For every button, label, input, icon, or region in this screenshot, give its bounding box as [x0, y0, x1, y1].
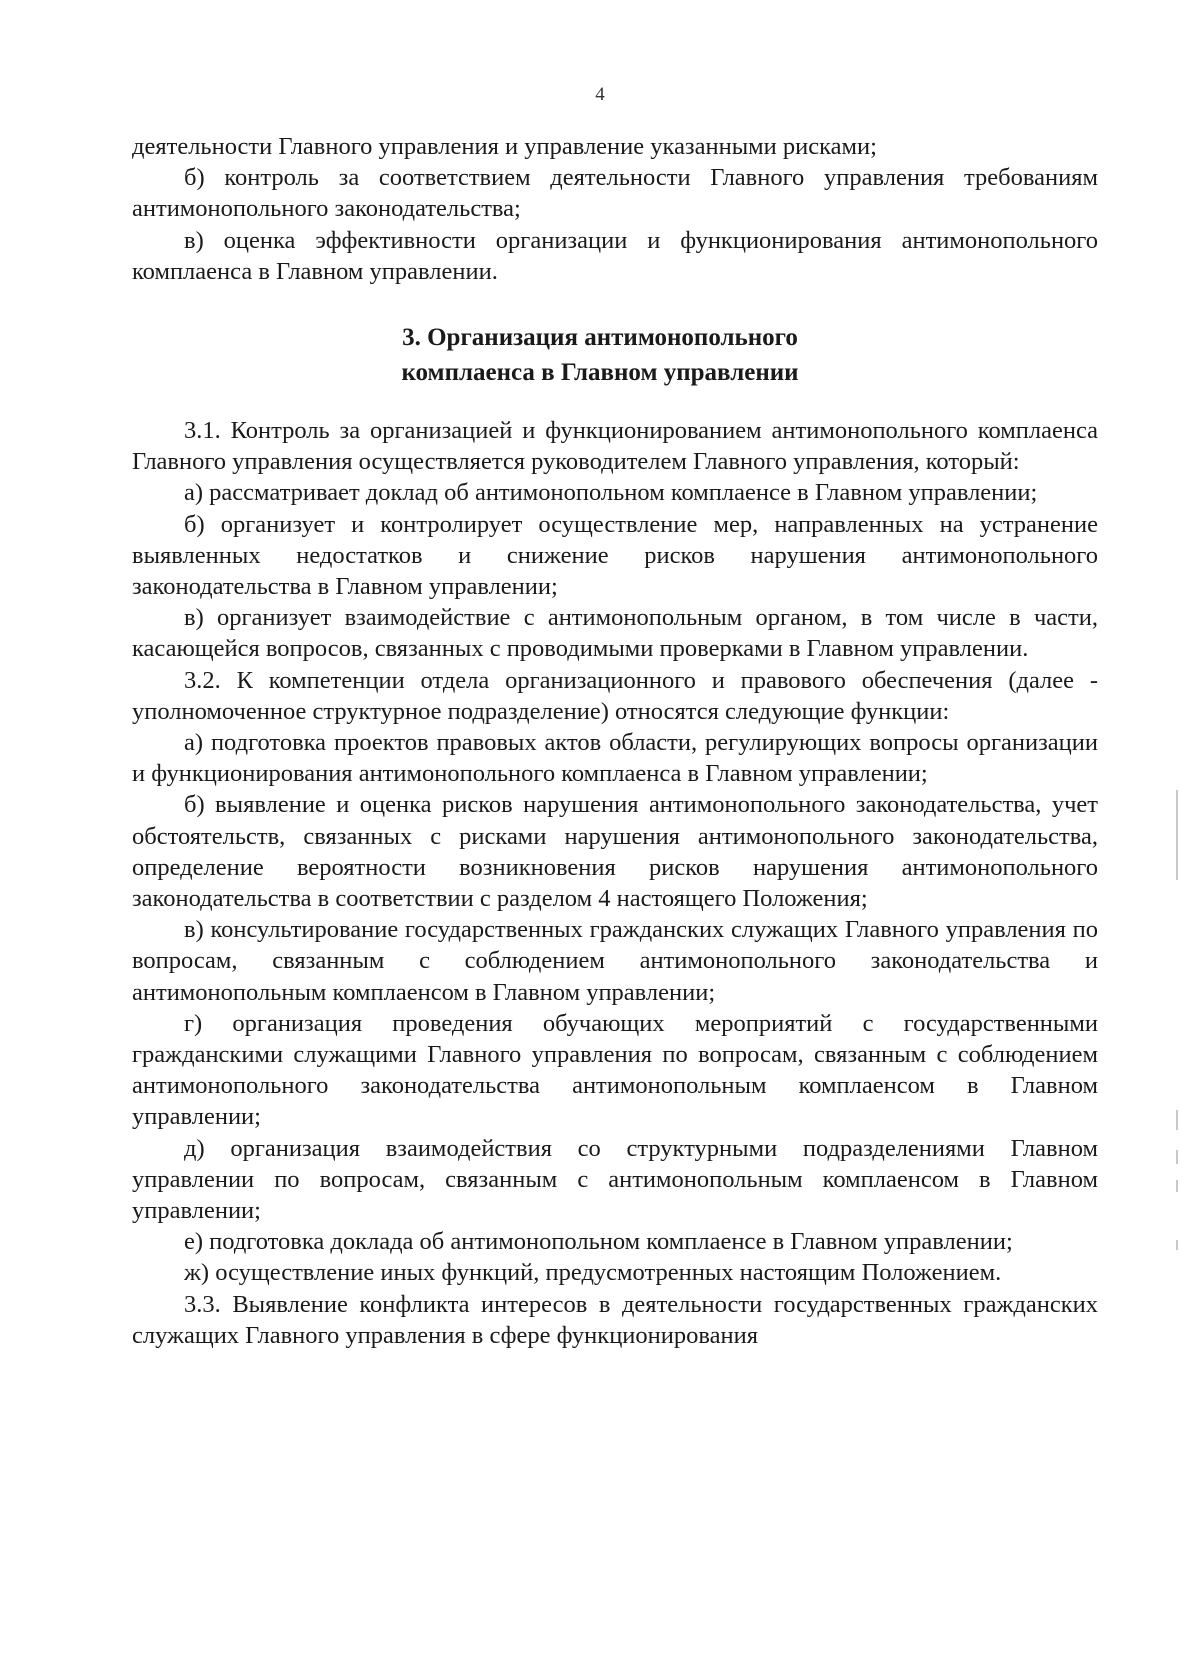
- paragraph: 3.3. Выявление конфликта интересов в деятельности государственных гражданских служащих Главного управления в сфере функционирования: [132, 1290, 1098, 1349]
- scan-artifact: [1176, 1180, 1178, 1192]
- section-title-line: 3. Организация антимонопольного: [402, 324, 798, 351]
- section-heading: [0, 320, 1200, 390]
- intro-text: [132, 131, 1098, 287]
- paragraph: в) оценка эффективности организации и функционирования антимонопольного комплаенса в Главном управлении.: [132, 226, 1098, 285]
- paragraph: б) выявление и оценка рисков нарушения антимонопольного законодательства, учет обстоятельств, связанных с рисками нарушения антимонопольного законодательства, определение вероятности возникновения рисков нарушения антимонопольного законодательства в соответствии с разделом 4 настоящего Положения;: [132, 791, 1098, 913]
- paragraph: а) подготовка проектов правовых актов области, регулирующих вопросы организации и функционирования антимонопольного комплаенса в Главном управлении;: [132, 729, 1098, 788]
- section-body: [132, 415, 1098, 1351]
- scan-artifact: [1176, 1110, 1178, 1130]
- paragraph: б) организует и контролирует осуществление мер, направленных на устранение выявленных недостатков и снижение рисков нарушения антимонопольного законодательства в Главном управлении;: [132, 510, 1098, 601]
- paragraph: а) рассматривает доклад об антимонопольном комплаенсе в Главном управлении;: [184, 479, 1038, 507]
- paragraph: 3.2. К компетенции отдела организационного и правового обеспечения (далее - уполномоченное структурное подразделение) относятся следующие функции:: [132, 666, 1098, 725]
- page-number: 4: [595, 84, 605, 105]
- paragraph: деятельности Главного управления и управление указанными рисками;: [132, 133, 877, 160]
- scan-artifact: [1176, 1150, 1178, 1164]
- scan-artifact: [1176, 1240, 1178, 1250]
- paragraph: в) консультирование государственных гражданских служащих Главного управления по вопросам, связанным с соблюдением антимонопольного законодательства и антимонопольным комплаенсом в Главном управлении;: [132, 916, 1098, 1006]
- paragraph: е) подготовка доклада об антимонопольном комплаенсе в Главном управлении;: [184, 1228, 1013, 1256]
- paragraph: 3.1. Контроль за организацией и функционированием антимонопольного комплаенса Главного управления осуществляется руководителем Главного управления, который:: [132, 417, 1098, 476]
- section-title-line: комплаенса в Главном управлении: [401, 359, 799, 386]
- paragraph: ж) осуществление иных функций, предусмотренных настоящим Положением.: [184, 1259, 1002, 1287]
- paragraph: в) организует взаимодействие с антимонопольным органом, в том числе в части, касающейся вопросов, связанных с проводимыми проверками в Главном управлении.: [132, 604, 1098, 663]
- paragraph: г) организация проведения обучающих мероприятий с государственными гражданскими служащими Главного управления по вопросам, связанным с соблюдением антимонопольного законодательства антимонопольным комплаенсом в Главном управлении;: [132, 1009, 1098, 1131]
- paragraph: б) контроль за соответствием деятельности Главного управления требованиям антимонопольного законодательства;: [132, 164, 1098, 223]
- scan-artifact: [1176, 790, 1178, 880]
- paragraph: д) организация взаимодействия со структурными подразделениями Главном управлении по вопросам, связанным с антимонопольным комплаенсом в Главном управлении;: [132, 1134, 1098, 1225]
